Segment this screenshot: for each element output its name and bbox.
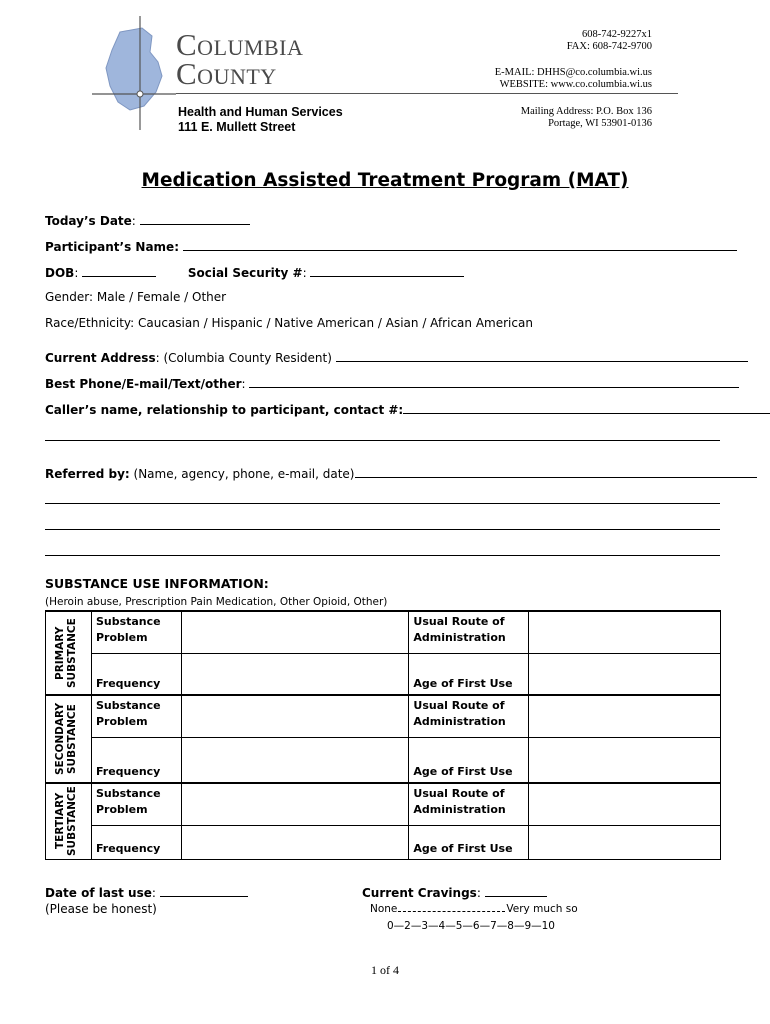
referred-line-2[interactable] — [45, 503, 720, 504]
org-name-line2: County — [176, 56, 277, 91]
caller-label: Caller’s name, relationship to participant, contact #: — [45, 403, 404, 417]
dob-input[interactable] — [82, 264, 156, 277]
phone-number: 608-742-9227x1 — [582, 29, 652, 40]
tertiary-route-input[interactable] — [529, 783, 721, 825]
referred-input[interactable] — [355, 465, 757, 478]
cravings-scale — [370, 903, 578, 915]
secondary-route-label: Usual Route of Administration — [409, 695, 529, 737]
participant-name-label: Participant’s Name: — [45, 240, 179, 254]
secondary-route-input[interactable] — [529, 695, 721, 737]
address-input[interactable] — [336, 349, 748, 362]
tertiary-substance-input[interactable] — [181, 783, 409, 825]
caller-field — [45, 401, 770, 417]
last-use-label: Date of last use — [45, 886, 152, 900]
department-name: Health and Human Services — [178, 105, 343, 119]
primary-age-label: Age of First Use — [409, 653, 529, 695]
last-use-input[interactable] — [160, 884, 248, 897]
form-title: Medication Assisted Treatment Program (MAT) — [141, 170, 629, 191]
dob-ssn-field: DOB: Social Security #: — [45, 264, 464, 280]
ssn-label: Social Security # — [187, 266, 303, 280]
tertiary-age-label: Age of First Use — [409, 825, 529, 859]
address-field — [45, 349, 748, 365]
org-name-line1: Columbia — [176, 27, 304, 62]
tertiary-frequency-label: Frequency — [91, 825, 181, 859]
today-date-field: Today’s Date: — [45, 212, 250, 228]
county-logo — [92, 14, 176, 132]
primary-frequency-label: Frequency — [91, 653, 181, 695]
secondary-frequency-label: Frequency — [91, 737, 181, 783]
secondary-substance-label: Substance Problem — [91, 695, 181, 737]
scale-right-label: Very much so — [506, 903, 578, 915]
today-date-input[interactable] — [140, 212, 250, 225]
participant-name-input[interactable] — [183, 238, 737, 251]
primary-group-label-cell — [46, 611, 92, 695]
primary-substance-label: Substance Problem — [91, 611, 181, 653]
secondary-substance-input[interactable] — [181, 695, 409, 737]
scale-left-label: None — [370, 903, 398, 915]
substance-heading: SUBSTANCE USE INFORMATION: — [45, 576, 269, 591]
substance-table — [45, 610, 721, 860]
secondary-group-label-cell — [46, 695, 92, 783]
caller-line-2[interactable] — [45, 440, 720, 441]
primary-route-input[interactable] — [529, 611, 721, 653]
scale-numbers: 0—2—3—4—5—6—7—8—9—10 — [387, 920, 555, 932]
ssn-input[interactable] — [310, 264, 464, 277]
secondary-group-label: SECONDARY SUBSTANCE — [54, 702, 79, 776]
tertiary-group-label-cell — [46, 783, 92, 859]
today-date-label: Today’s Date — [45, 214, 132, 228]
mailing-block — [420, 106, 652, 130]
honest-note: (Please be honest) — [45, 902, 157, 916]
tertiary-frequency-input[interactable] — [181, 825, 409, 859]
tertiary-substance-label: Substance Problem — [91, 783, 181, 825]
cravings-label: Current Cravings — [362, 886, 477, 900]
fax-number: FAX: 608-742-9700 — [566, 41, 652, 52]
phone-input[interactable] — [249, 375, 739, 388]
dob-label: DOB — [45, 266, 75, 280]
address-label: Current Address — [45, 351, 156, 365]
mailing-city: Portage, WI 53901-0136 — [548, 118, 652, 129]
phone-field: Best Phone/E-mail/Text/other: — [45, 375, 739, 391]
race-field: Race/Ethnicity: Caucasian / Hispanic / Native American / Asian / African American — [45, 316, 533, 330]
scale-dashes — [398, 904, 505, 912]
street-address: 111 E. Mullett Street — [178, 120, 296, 134]
referred-line-4[interactable] — [45, 555, 720, 556]
secondary-frequency-input[interactable] — [181, 737, 409, 783]
participant-name-field — [45, 238, 737, 254]
email-address: E-MAIL: DHHS@co.columbia.wi.us — [494, 67, 652, 78]
website-address: WEBSITE: www.co.columbia.wi.us — [499, 79, 652, 90]
primary-group-label: PRIMARY SUBSTANCE — [54, 618, 79, 688]
referred-field — [45, 465, 757, 481]
secondary-age-label: Age of First Use — [409, 737, 529, 783]
primary-substance-input[interactable] — [181, 611, 409, 653]
phone-label: Best Phone/E-mail/Text/other — [45, 377, 242, 391]
substance-subheading: (Heroin abuse, Prescription Pain Medication, Other Opioid, Other) — [45, 596, 388, 608]
mailing-address: Mailing Address: P.O. Box 136 — [520, 106, 652, 117]
contact-block — [420, 29, 652, 91]
secondary-age-input[interactable] — [529, 737, 721, 783]
gender-field: Gender: Male / Female / Other — [45, 290, 227, 304]
last-use-field: Date of last use: — [45, 884, 248, 900]
compass-line — [176, 93, 678, 94]
tertiary-route-label: Usual Route of Administration — [409, 783, 529, 825]
page-number: 1 of 4 — [371, 963, 399, 977]
cravings-field: Current Cravings: — [362, 884, 547, 900]
referred-note: (Name, agency, phone, e-mail, date) — [129, 467, 355, 481]
primary-age-input[interactable] — [529, 653, 721, 695]
cravings-input[interactable] — [485, 884, 547, 897]
tertiary-age-input[interactable] — [529, 825, 721, 859]
primary-route-label: Usual Route of Administration — [409, 611, 529, 653]
tertiary-group-label: TERTIARY SUBSTANCE — [54, 786, 79, 857]
referred-line-3[interactable] — [45, 529, 720, 530]
referred-label: Referred by: — [45, 467, 130, 481]
caller-input[interactable] — [403, 401, 770, 414]
primary-frequency-input[interactable] — [181, 653, 409, 695]
address-note: : (Columbia County Resident) — [155, 351, 336, 365]
